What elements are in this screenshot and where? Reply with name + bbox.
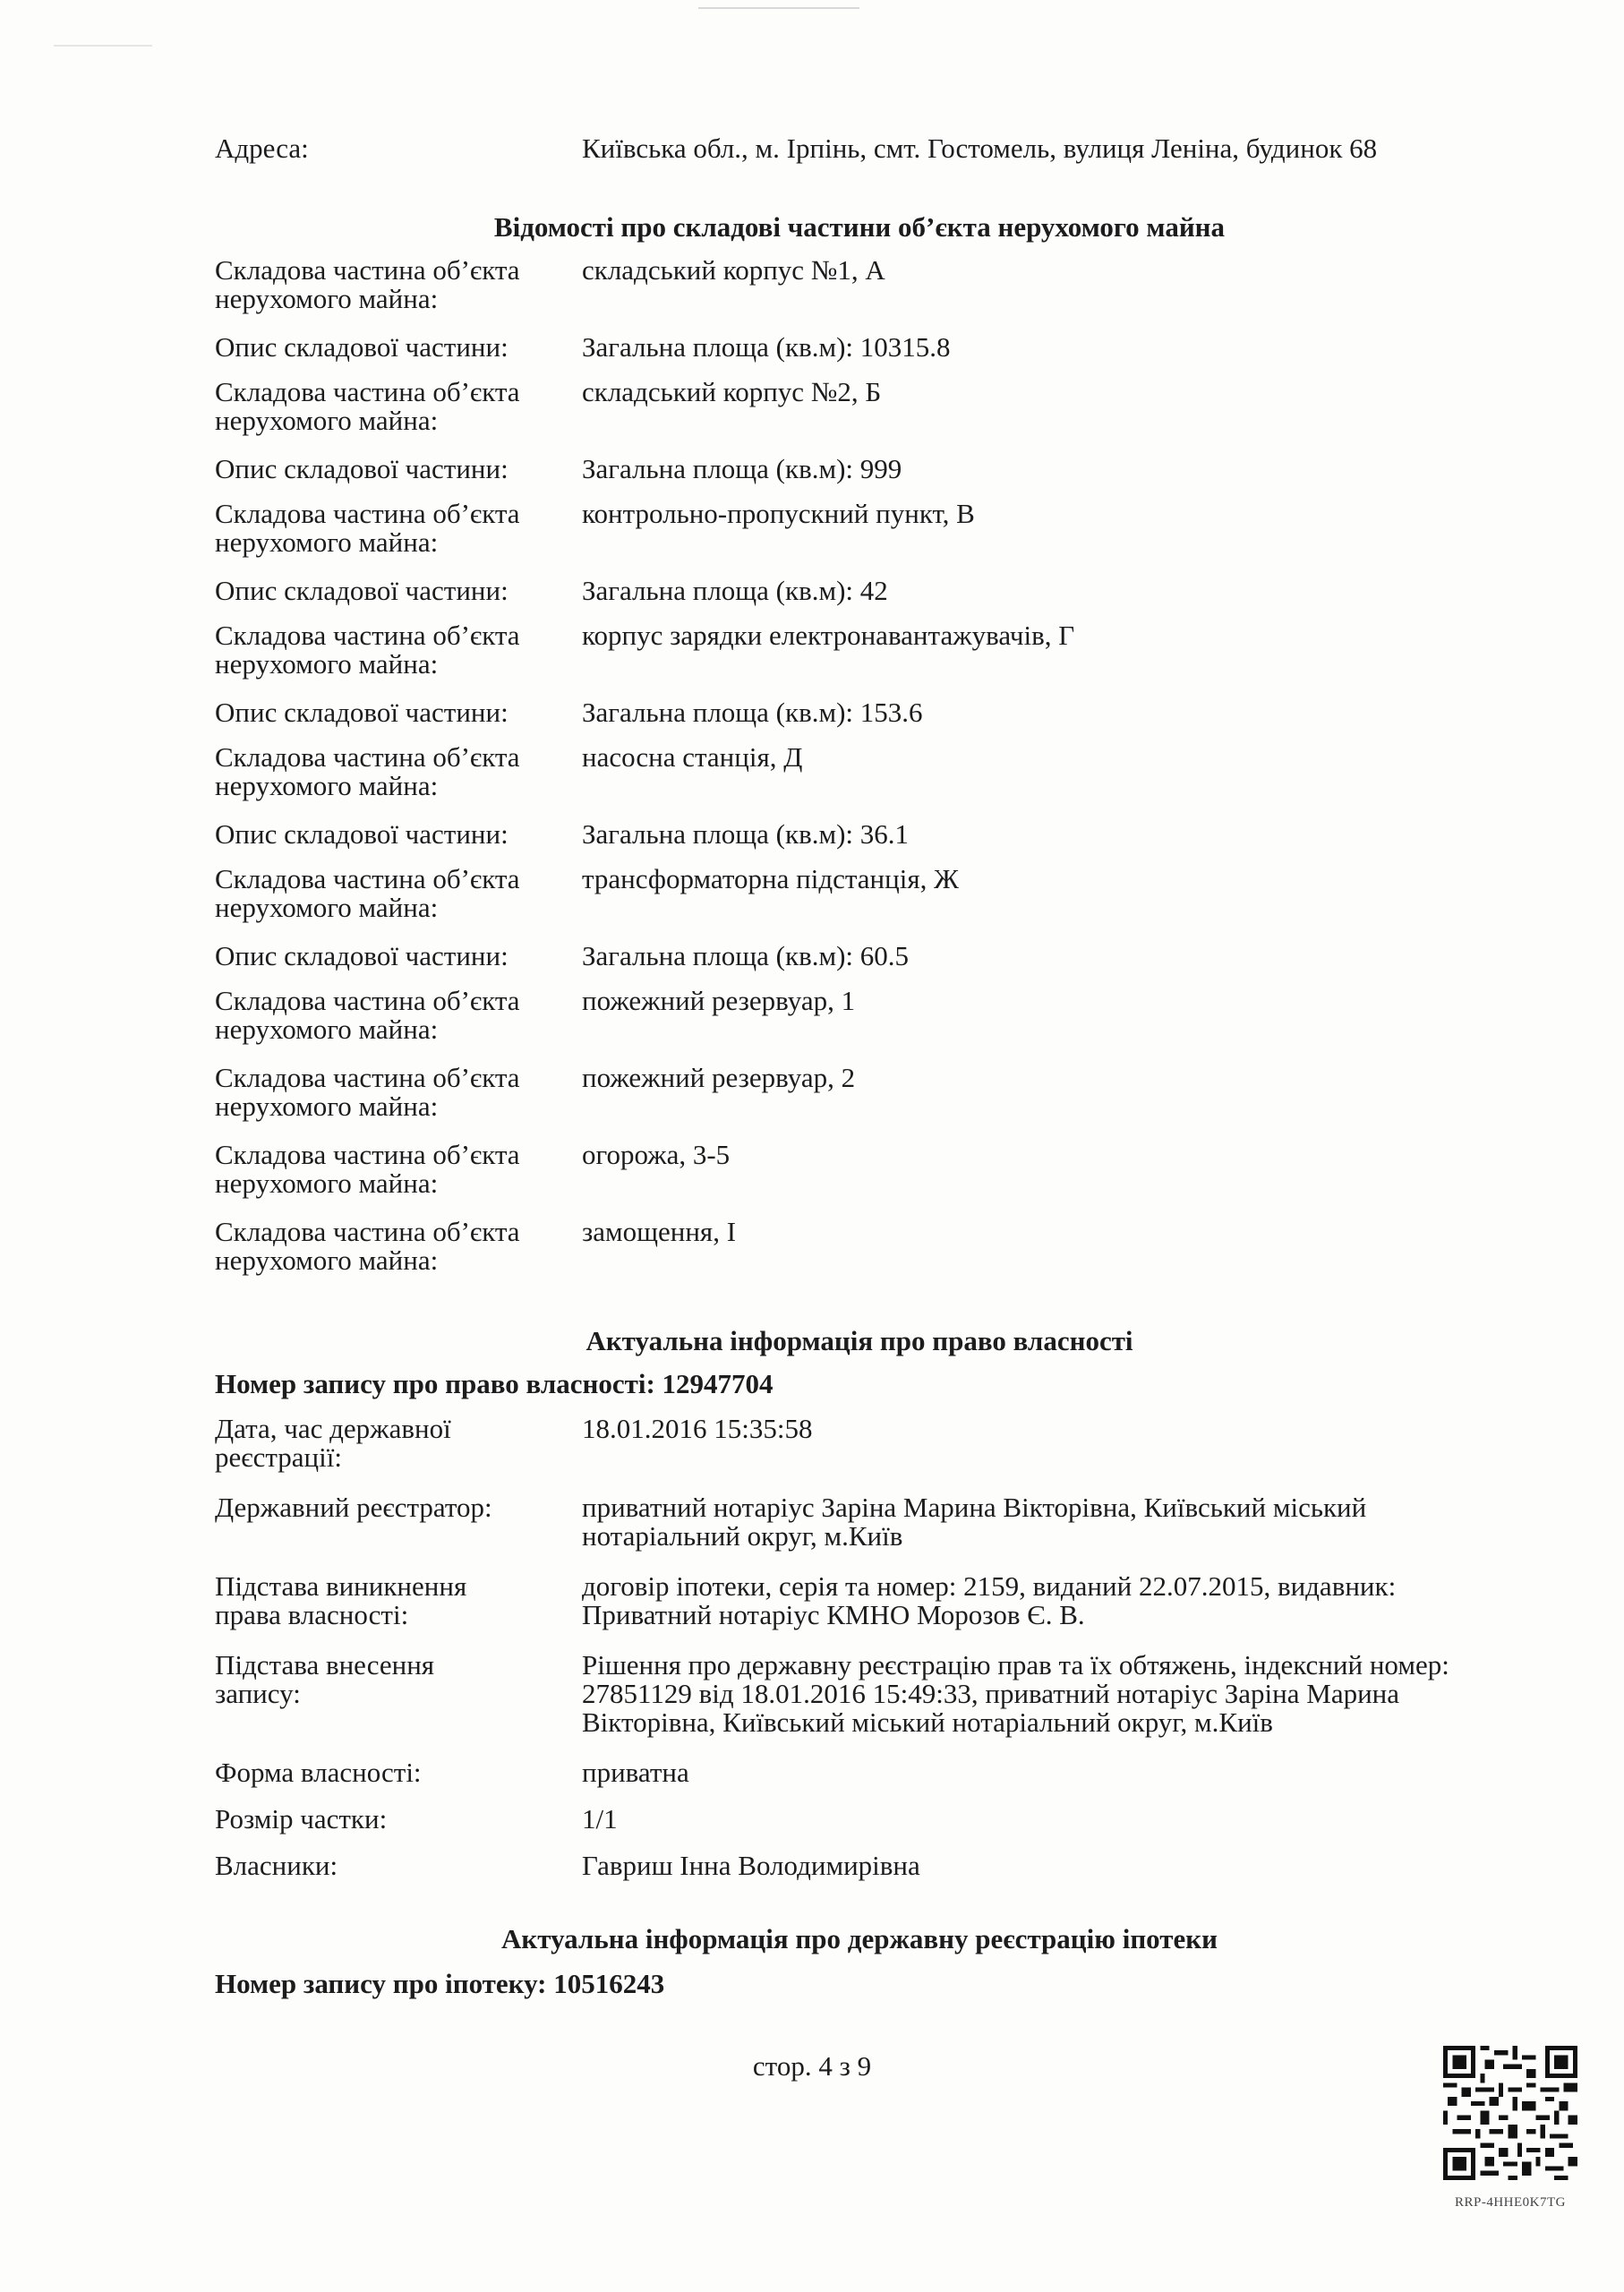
ownership-label: Підстава виникнення права власності: [215, 1570, 467, 1630]
ownership-label: Форма власності: [215, 1757, 422, 1788]
ownership-value: 1/1 [582, 1803, 618, 1834]
ownership-value: приватна [582, 1757, 689, 1788]
component-label: Складова частина об’єкта нерухомого майна: [215, 1139, 520, 1199]
component-value: Загальна площа (кв.м): 10315.8 [582, 331, 951, 363]
component-label: Складова частина об’єкта нерухомого майна: [215, 1216, 520, 1276]
component-value: Загальна площа (кв.м): 153.6 [582, 697, 923, 728]
component-value: Загальна площа (кв.м): 36.1 [582, 818, 910, 850]
address-value: Київська обл., м. Ірпінь, смт. Гостомель, вулиця Леніна, будинок 68 [582, 133, 1378, 164]
component-label: Складова частина об’єкта нерухомого майна: [215, 1062, 520, 1122]
ownership-value: договір іпотеки, серія та номер: 2159, виданий 22.07.2015, видавник: Приватний нотаріус КМНО Морозов Є. В. [582, 1570, 1397, 1630]
ownership-label: Власники: [215, 1850, 338, 1881]
component-value: огорожа, 3-5 [582, 1139, 731, 1170]
mortgage-record-number: Номер запису про іпотеку: 10516243 [215, 1968, 665, 1999]
component-value: насосна станція, Д [582, 741, 803, 773]
ownership-record-number: Номер запису про право власності: 12947704 [215, 1368, 774, 1399]
ownership-value: Рішення про державну реєстрацію прав та їх обтяжень, індексний номер: 27851129 від 18.01.2016 15:49:33, приватний нотаріус Заріна Марина Вікторівна, Київський міський нотаріальний округ, м.Київ [582, 1649, 1449, 1738]
qr-code-caption: RRP-4HHE0K7TG [1454, 2195, 1566, 2210]
mortgage-section-title: Актуальна інформація про державну реєстрацію іпотеки [501, 1923, 1218, 1954]
component-label: Складова частина об’єкта нерухомого майна: [215, 620, 520, 680]
page-number: стор. 4 з 9 [752, 2050, 872, 2082]
component-value: Загальна площа (кв.м): 42 [582, 575, 888, 606]
component-label: Опис складової частини: [215, 331, 509, 363]
component-value: трансформаторна підстанція, Ж [582, 863, 959, 894]
component-label: Складова частина об’єкта нерухомого майна: [215, 498, 520, 558]
component-label: Опис складової частини: [215, 940, 509, 971]
component-label: Опис складової частини: [215, 818, 509, 850]
components-section-title: Відомості про складові частини об’єкта нерухомого майна [493, 211, 1226, 243]
component-value: складський корпус №1, А [582, 254, 885, 286]
component-label: Складова частина об’єкта нерухомого майна: [215, 376, 520, 436]
component-label: Опис складової частини: [215, 453, 509, 484]
component-value: пожежний резервуар, 1 [582, 985, 856, 1016]
ownership-label: Державний реєстратор: [215, 1492, 492, 1523]
address-label: Адреса: [215, 133, 309, 164]
component-value: складський корпус №2, Б [582, 376, 882, 407]
ownership-label: Дата, час державної реєстрації: [215, 1413, 451, 1473]
ownership-label: Розмір частки: [215, 1803, 388, 1834]
component-label: Складова частина об’єкта нерухомого майна: [215, 254, 520, 314]
component-value: замощення, І [582, 1216, 737, 1247]
component-label: Складова частина об’єкта нерухомого майна: [215, 863, 520, 923]
component-value: Загальна площа (кв.м): 60.5 [582, 940, 910, 971]
component-label: Складова частина об’єкта нерухомого майна: [215, 985, 520, 1045]
ownership-section-title: Актуальна інформація про право власності [585, 1325, 1133, 1356]
component-value: контрольно-пропускний пункт, В [582, 498, 975, 529]
component-value: корпус зарядки електронавантажувачів, Г [582, 620, 1075, 651]
component-label: Складова частина об’єкта нерухомого майна: [215, 741, 520, 801]
ownership-value: 18.01.2016 15:35:58 [582, 1413, 813, 1444]
component-value: Загальна площа (кв.м): 999 [582, 453, 902, 484]
scan-artifact [54, 45, 152, 47]
ownership-value: Гавриш Інна Володимирівна [582, 1850, 920, 1881]
ownership-label: Підстава внесення запису: [215, 1649, 435, 1709]
ownership-value: приватний нотаріус Заріна Марина Вікторівна, Київський міський нотаріальний округ, м.Київ [582, 1492, 1367, 1552]
component-value: пожежний резервуар, 2 [582, 1062, 856, 1093]
scan-artifact [698, 7, 859, 9]
component-label: Опис складової частини: [215, 575, 509, 606]
qr-code-icon [1443, 2046, 1577, 2180]
component-label: Опис складової частини: [215, 697, 509, 728]
